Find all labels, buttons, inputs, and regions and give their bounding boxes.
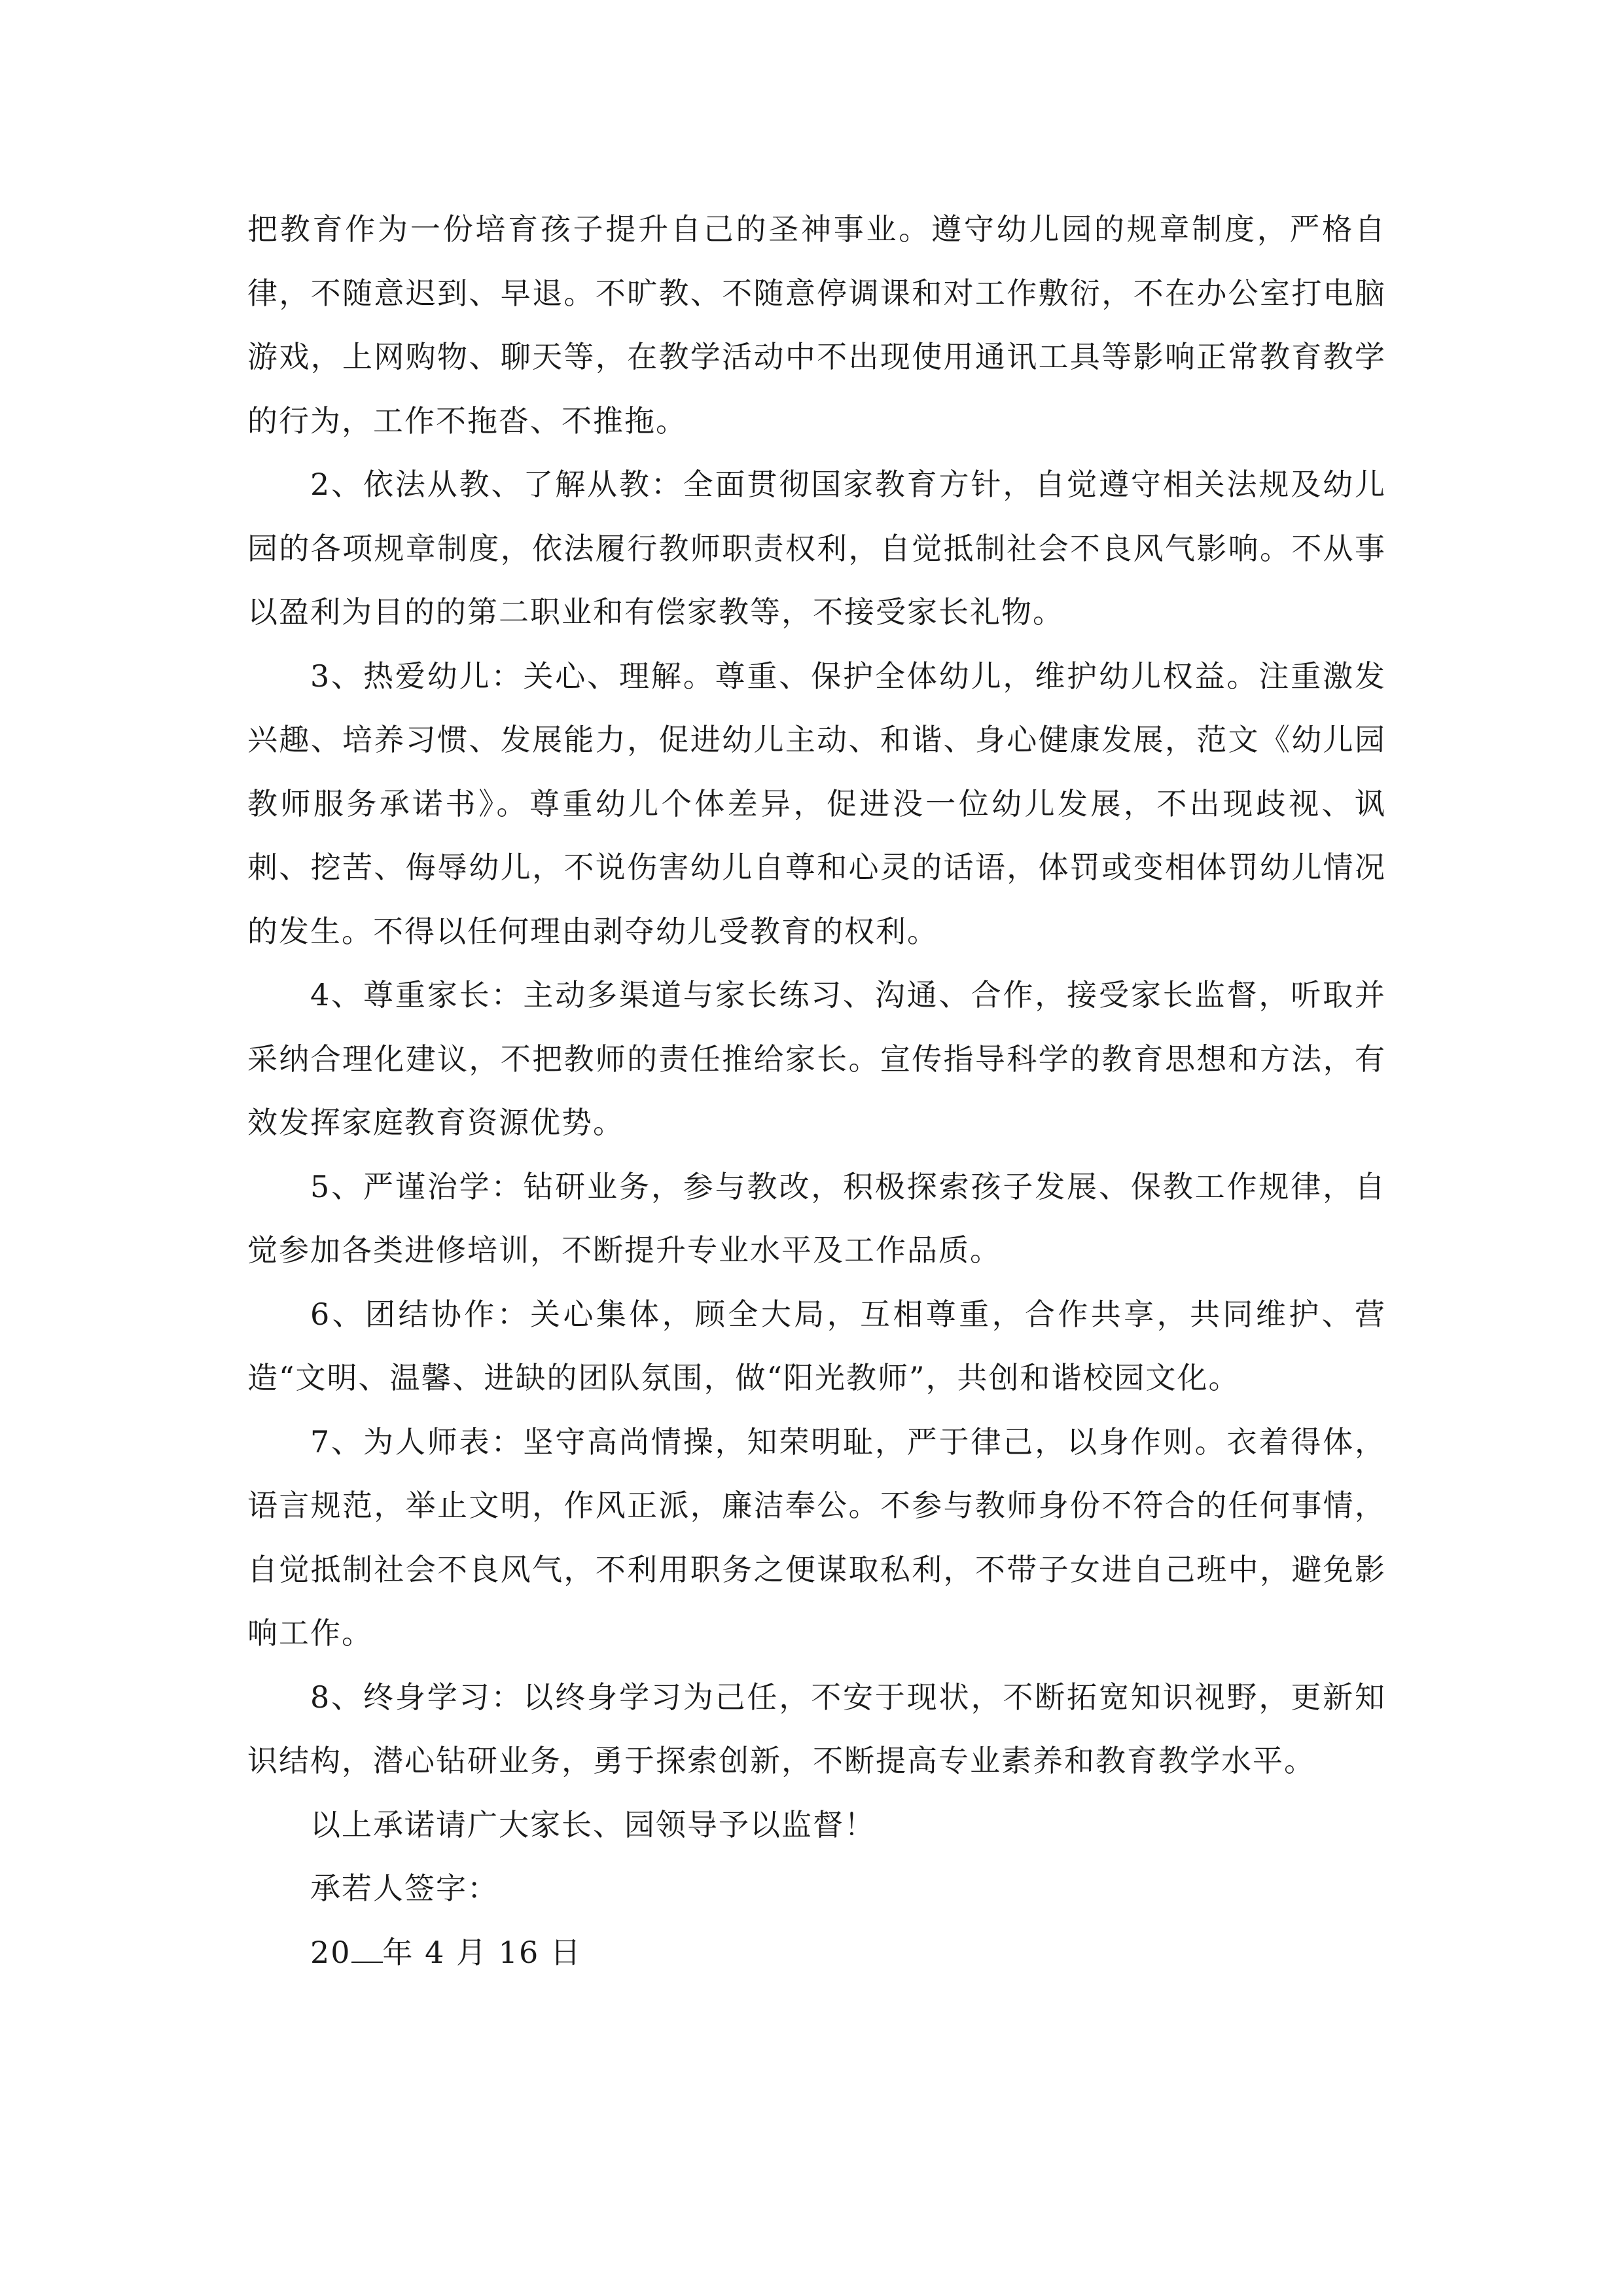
- paragraph-item-8: 8、终身学习：以终身学习为己任，不安于现状，不断拓宽知识视野，更新知识结构，潜心钻研业务，勇于探索创新，不断提高专业素养和教育教学水平。: [247, 1679, 1386, 1778]
- date-rest: 年 4 月 16 日: [382, 1934, 582, 1970]
- paragraph-item-5: 5、严谨治学：钻研业务，参与教改，积极探索孩子发展、保教工作规律，自觉参加各类进修培训，不断提升专业水平及工作品质。: [247, 1168, 1386, 1268]
- paragraph-supervision: 以上承诺请广大家长、园领导予以监督！: [310, 1806, 876, 1842]
- date-line: [247, 1921, 1386, 1985]
- paragraph-item-3: 3、热爱幼儿：关心、理解。尊重、保护全体幼儿，维护幼儿权益。注重激发兴趣、培养习惯、发展能力，促进幼儿主动、和谐、身心健康发展，范文《幼儿园教师服务承诺书》。尊重幼儿个体差异，促进没一位幼儿发展，不出现歧视、讽刺、挖苦、侮辱幼儿，不说伤害幼儿自尊和心灵的话语，体罚或变相体罚幼儿情况的发生。不得以任何理由剥夺幼儿受教育的权利。: [247, 658, 1386, 949]
- paragraph-item-6: 6、团结协作：关心集体，顾全大局，互相尊重，合作共享，共同维护、营造“文明、温馨、进缺的团队氛围，做“阳光教师”，共创和谐校园文化。: [247, 1296, 1386, 1395]
- paragraph-item-2: 2、依法从教、了解从教：全面贯彻国家教育方针，自觉遵守相关法规及幼儿园的各项规章制度，依法履行教师职责权利，自觉抵制社会不良风气影响。不从事以盈利为目的的第二职业和有偿家教等，不接受家长礼物。: [247, 467, 1386, 630]
- paragraph-item-4: 4、尊重家长：主动多渠道与家长练习、沟通、合作，接受家长监督，听取并采纳合理化建议，不把教师的责任推给家长。宣传指导科学的教育思想和方法，有效发挥家庭教育资源优势。: [247, 977, 1386, 1140]
- paragraph-item-7: 7、为人师表：坚守高尚情操，知荣明耻，严于律己，以身作则。衣着得体，语言规范，举止文明，作风正派，廉洁奉公。不参与教师身份不符合的任何事情，自觉抵制社会不良风气，不利用职务之便谋取私利，不带子女进自己班中，避免影响工作。: [247, 1424, 1386, 1651]
- date-year-blank: [351, 1937, 383, 1963]
- document-body: [247, 198, 1386, 1984]
- paragraph-intro: 把教育作为一份培育孩子提升自己的圣神事业。遵守幼儿园的规章制度，严格自律，不随意迟到、早退。不旷教、不随意停调课和对工作敷衍，不在办公室打电脑游戏，上网购物、聊天等，在教学活动中不出现使用通讯工具等影响正常教育教学的行为，工作不拖沓、不推拖。: [247, 211, 1386, 439]
- signature-line: 承若人签字：: [310, 1871, 499, 1906]
- date-year-prefix: 20: [310, 1934, 351, 1970]
